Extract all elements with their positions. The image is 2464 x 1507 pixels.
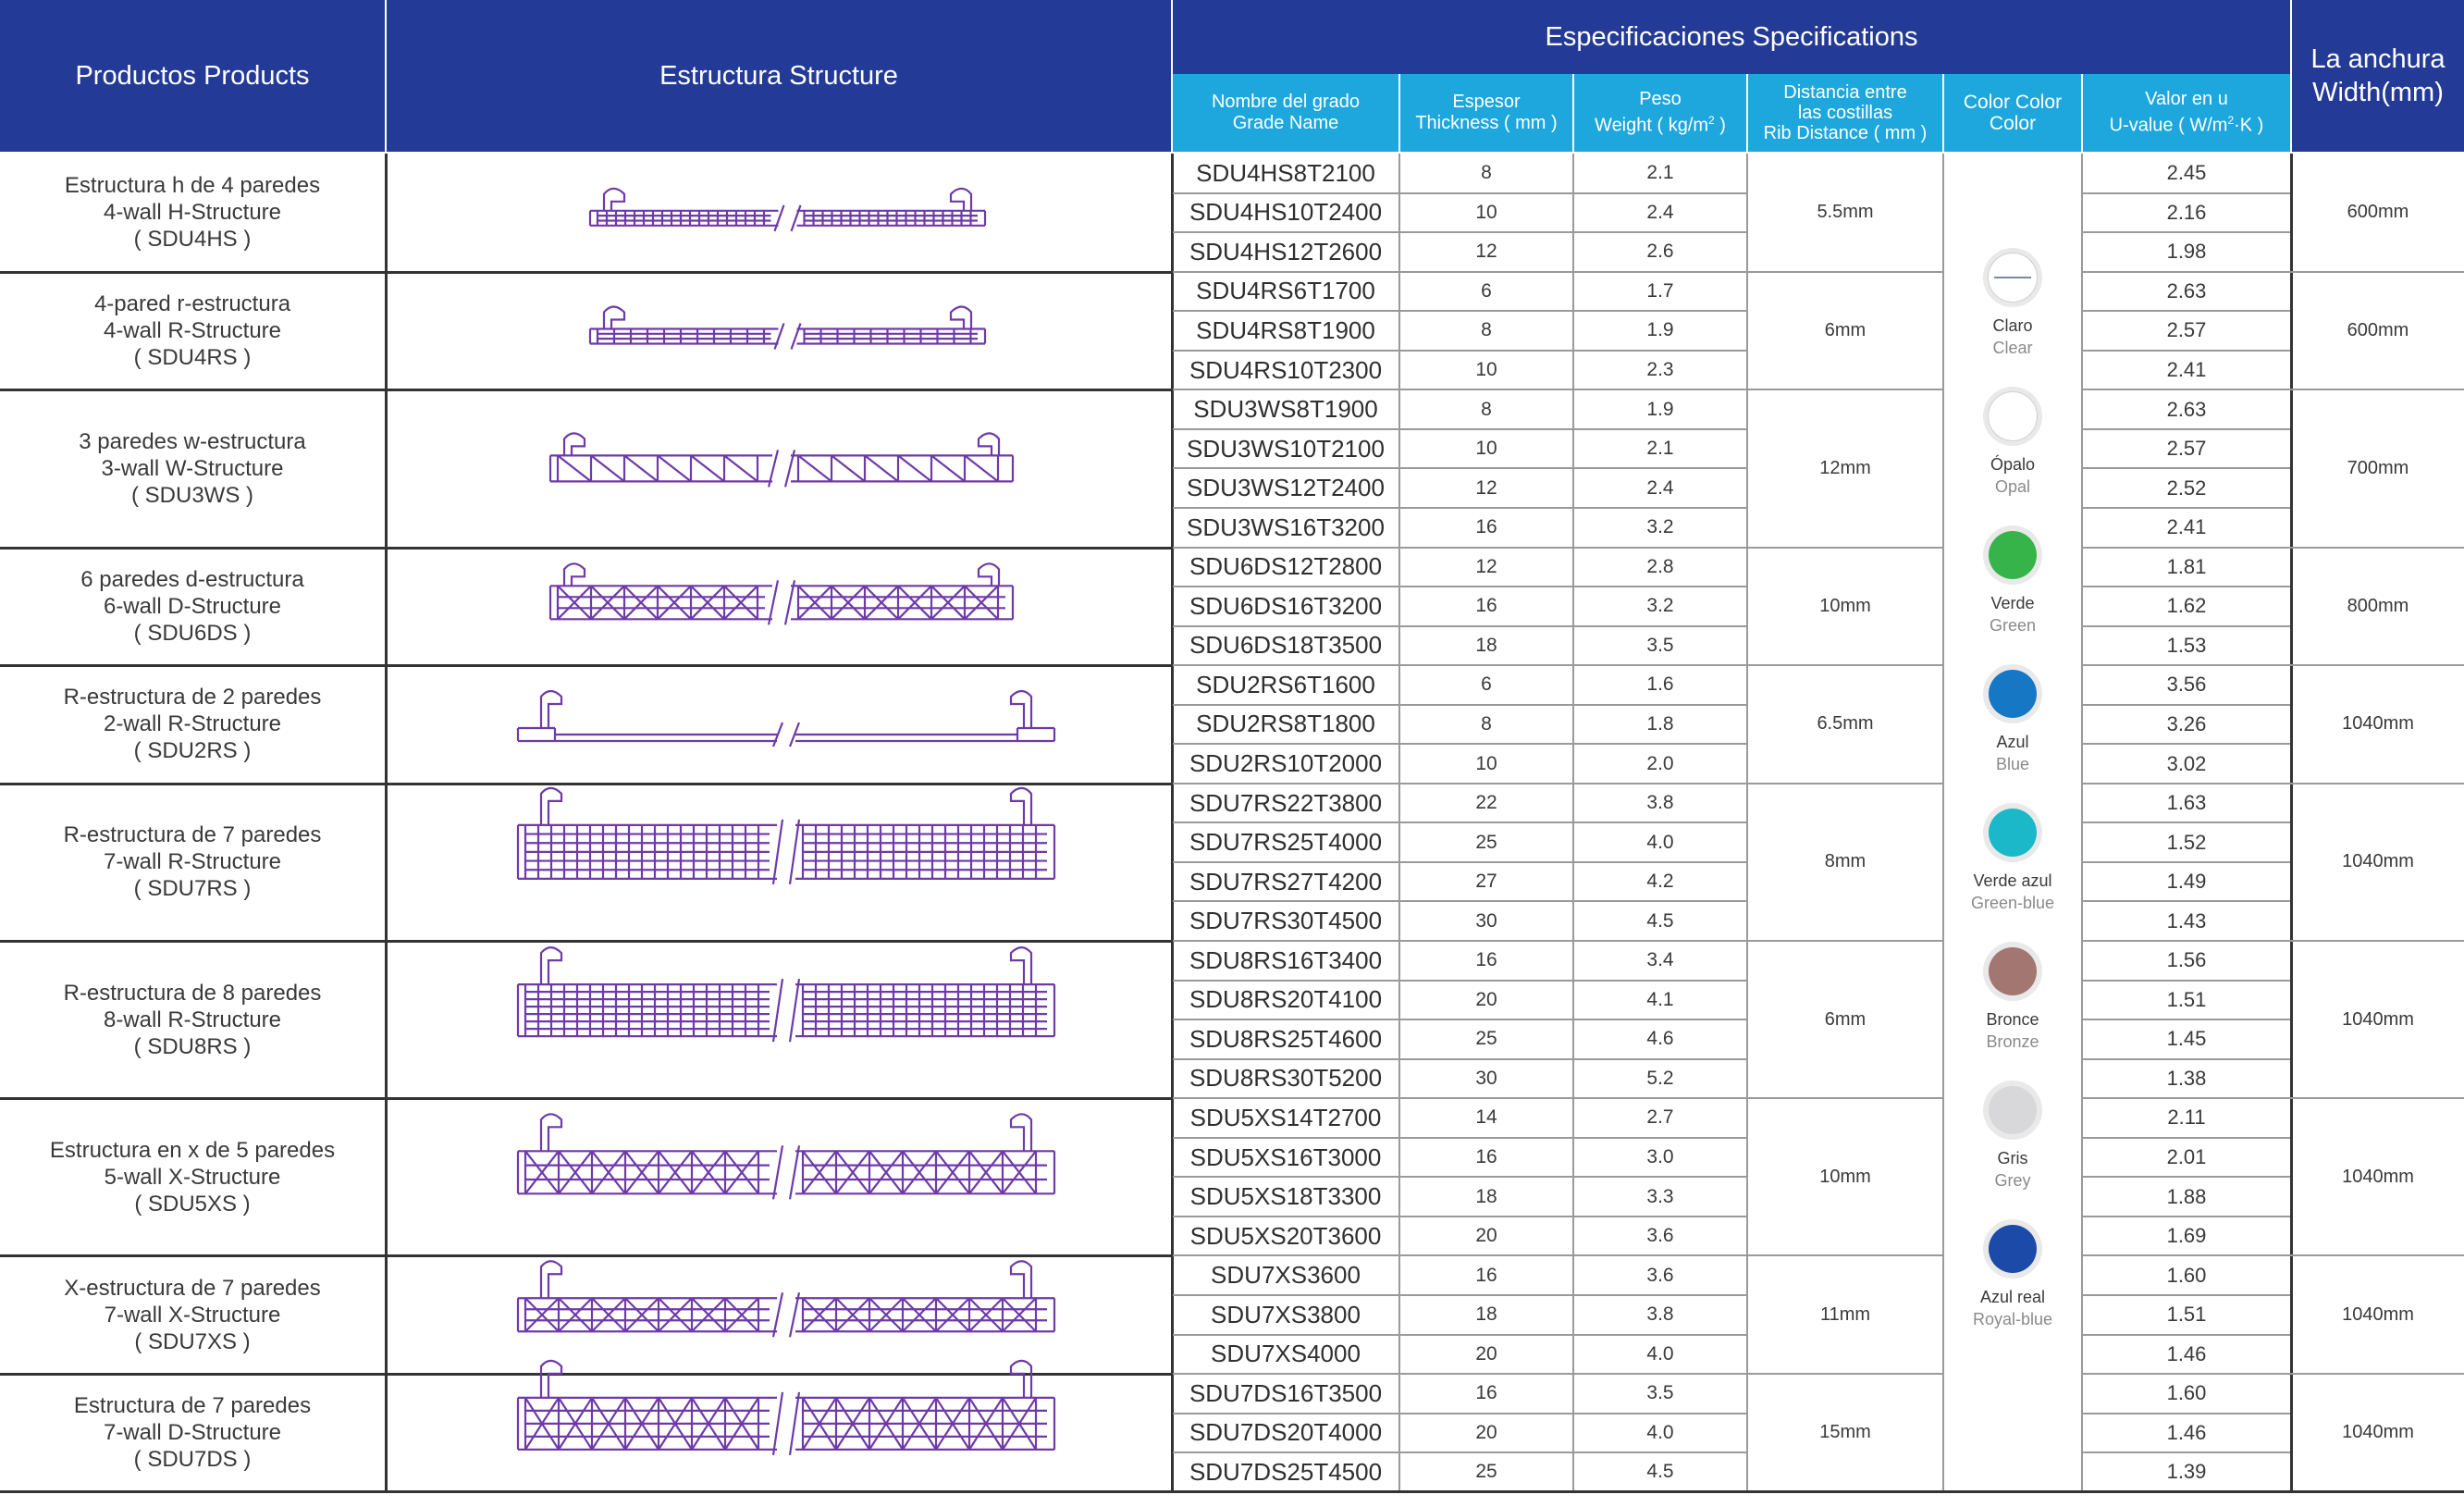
u-value: 1.46	[2166, 1341, 2207, 1365]
color-option	[1944, 525, 2081, 646]
color-name	[1990, 592, 2036, 636]
thickness-value: 16	[1475, 949, 1497, 971]
u-value: 2.52	[2166, 476, 2207, 500]
weight-unit-pre: Weight ( kg/m	[1595, 115, 1709, 136]
weight-value: 4.6	[1646, 1028, 1674, 1050]
color-swatch-icon	[1983, 664, 2042, 723]
thickness-value: 25	[1475, 831, 1497, 853]
color-dot	[1988, 391, 2038, 441]
u-value: 1.49	[2166, 870, 2207, 894]
product-code: ( SDU7RS )	[133, 876, 252, 902]
color-name-en: Grey	[1994, 1171, 2031, 1190]
product-code: ( SDU3WS )	[131, 482, 253, 508]
product-code: ( SDU4RS )	[133, 344, 252, 370]
grade-name: SDU5XS18T3300	[1189, 1182, 1382, 1211]
thickness-value: 16	[1475, 516, 1497, 538]
product-en: 8-wall R-Structure	[103, 1007, 282, 1032]
grade-name: SDU3WS16T3200	[1187, 513, 1385, 541]
product-es: 6 paredes d-estructura	[80, 566, 304, 592]
product-code: ( SDU4HS )	[133, 227, 252, 253]
grade-name: SDU8RS30T5200	[1189, 1064, 1383, 1093]
u-value: 2.63	[2166, 278, 2207, 303]
grade-name: SDU7RS30T4500	[1189, 907, 1383, 935]
color-name-en: Blue	[1995, 755, 2030, 773]
color-name-en: Royal-blue	[1972, 1310, 2053, 1328]
thickness-value: 10	[1475, 201, 1497, 223]
rib-distance-cell: 10mm	[1819, 1166, 1871, 1187]
thickness-value: 12	[1475, 476, 1497, 499]
thickness-value: 20	[1475, 1421, 1497, 1443]
weight-unit-post: )	[1714, 115, 1726, 136]
thickness-value: 18	[1475, 1303, 1497, 1326]
grade-name: SDU3WS10T2100	[1187, 434, 1385, 463]
u-value: 1.38	[2166, 1066, 2207, 1090]
color-name-en: Green	[1989, 616, 2037, 635]
subheader-weight-es: Peso	[1639, 89, 1682, 110]
weight-value: 1.8	[1646, 712, 1674, 735]
thickness-value: 16	[1475, 1146, 1497, 1168]
product-es: Estructura de 7 paredes	[73, 1393, 312, 1419]
grade-name: SDU2RS6T1600	[1196, 670, 1375, 698]
color-dot	[1989, 1086, 2037, 1134]
color-name-en: Opal	[1994, 477, 2030, 496]
thickness-value: 8	[1481, 319, 1492, 341]
weight-value: 1.6	[1646, 673, 1674, 696]
u-value: 1.43	[2166, 908, 2207, 933]
product-code: ( SDU7DS )	[133, 1447, 252, 1473]
color-name	[1973, 1286, 2052, 1330]
thickness-value: 25	[1475, 1461, 1497, 1483]
u-value: 2.41	[2166, 358, 2207, 382]
weight-value: 2.4	[1646, 476, 1674, 499]
grade-name: SDU4HS8T2100	[1196, 158, 1375, 187]
u-value: 1.69	[2166, 1224, 2207, 1248]
color-dot	[1988, 253, 2038, 303]
subheader-grade-en: Grade Name	[1232, 113, 1339, 133]
thickness-value: 16	[1475, 1382, 1497, 1404]
width-cell: 1040mm	[2342, 1166, 2414, 1187]
thickness-value: 8	[1481, 712, 1492, 735]
thickness-value: 14	[1475, 1106, 1497, 1129]
weight-value: 3.5	[1646, 1382, 1674, 1404]
thickness-value: 16	[1475, 595, 1497, 617]
color-name	[1986, 1008, 2039, 1053]
grade-name: SDU4RS8T1900	[1196, 315, 1375, 344]
color-name	[1996, 731, 2029, 775]
thickness-value: 12	[1475, 241, 1497, 263]
thickness-value: 27	[1475, 871, 1497, 893]
color-option	[1944, 942, 2081, 1062]
weight-value: 3.3	[1646, 1185, 1674, 1207]
grade-name: SDU7XS3600	[1211, 1261, 1361, 1290]
u-value: 1.60	[2166, 1381, 2207, 1405]
rib-distance-cell: 8mm	[1824, 851, 1866, 872]
u-value: 2.41	[2166, 515, 2207, 539]
weight-value: 3.4	[1646, 949, 1674, 971]
u-value: 2.11	[2167, 1106, 2206, 1130]
grade-name: SDU7XS3800	[1211, 1300, 1361, 1328]
weight-value: 1.9	[1646, 398, 1674, 420]
width-cell: 1040mm	[2342, 1422, 2414, 1443]
product-en: 4-wall H-Structure	[103, 200, 282, 226]
thickness-value: 20	[1475, 1225, 1497, 1247]
grade-name: SDU6DS18T3500	[1189, 631, 1383, 660]
grade-name: SDU2RS10T2000	[1189, 749, 1383, 778]
header-width-es: La anchura	[2310, 44, 2446, 74]
thickness-value: 18	[1475, 1185, 1497, 1207]
header-products: Productos Products	[0, 0, 385, 152]
grade-name: SDU4HS10T2400	[1189, 198, 1383, 227]
grade-name: SDU3WS8T1900	[1193, 395, 1378, 424]
weight-value: 4.0	[1646, 1342, 1674, 1365]
color-name-es: Azul	[1996, 733, 2029, 751]
grade-name: SDU7RS25T4000	[1189, 828, 1383, 857]
color-dot	[1989, 809, 2037, 857]
u-value: 3.02	[2166, 751, 2207, 775]
grade-name: SDU8RS20T4100	[1189, 985, 1383, 1014]
color-dot	[1989, 670, 2037, 718]
weight-value: 3.2	[1646, 595, 1674, 617]
weight-value: 4.2	[1646, 871, 1674, 893]
grade-name: SDU6DS12T2800	[1189, 552, 1383, 581]
color-swatch-icon	[1983, 803, 2042, 862]
grade-name: SDU6DS16T3200	[1189, 591, 1383, 620]
weight-value: 2.6	[1646, 241, 1674, 263]
width-cell: 600mm	[2347, 202, 2409, 223]
u-value: 2.57	[2166, 437, 2207, 461]
thickness-value: 25	[1475, 1028, 1497, 1050]
header-structure: Estructura Structure	[387, 0, 1171, 152]
weight-value: 4.0	[1646, 1421, 1674, 1443]
grade-name: SDU5XS20T3600	[1189, 1221, 1382, 1250]
u-value: 3.26	[2166, 711, 2207, 735]
product-es: Estructura h de 4 paredes	[64, 173, 321, 199]
weight-value: 2.1	[1646, 162, 1674, 184]
weight-value: 3.8	[1646, 792, 1674, 814]
u-value: 2.01	[2166, 1145, 2207, 1169]
weight-value: 3.0	[1646, 1146, 1674, 1168]
subheader-rib-es2: las costillas	[1797, 103, 1893, 123]
product-code: ( SDU5XS )	[134, 1191, 251, 1217]
product-en: 5-wall X-Structure	[104, 1164, 281, 1190]
weight-value: 3.5	[1646, 634, 1674, 656]
thickness-value: 22	[1475, 792, 1497, 814]
color-swatch-icon	[1983, 1081, 2042, 1140]
product-es: 3 paredes w-estructura	[79, 428, 306, 454]
color-option	[1944, 387, 2081, 507]
u-value: 2.16	[2166, 200, 2207, 224]
clear-line-icon	[1994, 277, 2031, 278]
thickness-value: 30	[1475, 909, 1497, 932]
rib-distance-cell: 6.5mm	[1817, 713, 1874, 735]
width-cell: 600mm	[2347, 319, 2409, 340]
product-code: ( SDU7XS )	[134, 1328, 251, 1354]
product-es: 4-pared r-estructura	[93, 290, 291, 316]
grade-name: SDU7DS20T4000	[1189, 1418, 1383, 1447]
product-en: 7-wall R-Structure	[103, 849, 282, 875]
grade-name: SDU5XS16T3000	[1189, 1143, 1382, 1171]
width-cell: 1040mm	[2342, 1008, 2414, 1030]
grade-name: SDU4HS12T2600	[1189, 237, 1383, 266]
rib-distance-cell: 6mm	[1824, 1008, 1866, 1030]
color-name-es: Claro	[1992, 316, 2033, 335]
product-es: R-estructura de 2 paredes	[63, 685, 322, 710]
u-value: 1.88	[2166, 1184, 2207, 1208]
header-width-en: Width(mm)	[2312, 78, 2444, 107]
product-es: X-estructura de 7 paredes	[64, 1275, 321, 1301]
rib-distance-cell: 10mm	[1819, 595, 1871, 616]
subheader-thickness-en: Thickness ( mm )	[1415, 113, 1558, 133]
grade-name: SDU5XS14T2700	[1189, 1103, 1382, 1131]
width-cell: 700mm	[2347, 457, 2409, 478]
u-value: 1.60	[2166, 1263, 2207, 1287]
color-name	[1992, 315, 2032, 359]
thickness-value: 8	[1481, 398, 1492, 420]
subheader-rib-es1: Distancia entre	[1783, 82, 1907, 103]
weight-value: 2.3	[1646, 359, 1674, 381]
thickness-value: 10	[1475, 752, 1497, 774]
rib-distance-cell: 12mm	[1819, 457, 1871, 478]
rib-distance-cell: 6mm	[1824, 319, 1866, 340]
color-option	[1944, 1219, 2081, 1340]
grade-name: SDU2RS8T1800	[1196, 710, 1375, 738]
width-cell: 1040mm	[2342, 851, 2414, 872]
product-en: 7-wall X-Structure	[104, 1302, 281, 1328]
weight-value: 2.7	[1646, 1106, 1674, 1129]
weight-unit-sup: 2	[1708, 114, 1715, 128]
product-en: 7-wall D-Structure	[103, 1420, 282, 1446]
product-en: 2-wall R-Structure	[103, 711, 282, 737]
color-option	[1944, 664, 2081, 784]
subheader-grade-es: Nombre del grado	[1211, 92, 1361, 112]
color-name-es: Verde	[1990, 594, 2035, 612]
color-name-en: Bronze	[1986, 1032, 2039, 1051]
rib-distance-cell: 5.5mm	[1817, 202, 1874, 223]
color-name-es: Gris	[1997, 1149, 2028, 1167]
uvalue-unit-sup: 2	[2227, 114, 2235, 128]
subheader-thickness-es: Espesor	[1452, 92, 1521, 112]
weight-value: 4.0	[1646, 831, 1674, 853]
subheader-rib-en: Rib Distance ( mm )	[1763, 123, 1928, 143]
thickness-value: 30	[1475, 1067, 1497, 1089]
u-value: 1.56	[2166, 948, 2207, 972]
thickness-value: 20	[1475, 988, 1497, 1010]
u-value: 1.46	[2166, 1420, 2207, 1444]
uvalue-unit-post: ·K )	[2234, 115, 2264, 136]
grade-name: SDU4RS10T2300	[1189, 355, 1383, 384]
rib-distance-cell: 11mm	[1819, 1303, 1871, 1325]
color-dot	[1989, 1225, 2037, 1273]
thickness-value: 6	[1481, 673, 1492, 696]
color-swatch-icon	[1983, 942, 2042, 1001]
weight-value: 3.2	[1646, 516, 1674, 538]
color-name	[1994, 1147, 2030, 1192]
width-cell: 1040mm	[2342, 1303, 2414, 1325]
color-dot	[1989, 531, 2037, 579]
weight-value: 5.2	[1646, 1067, 1674, 1089]
thickness-value: 20	[1475, 1342, 1497, 1365]
u-value: 1.53	[2166, 633, 2207, 657]
weight-value: 3.8	[1646, 1303, 1674, 1326]
u-value: 1.39	[2166, 1460, 2207, 1484]
color-name	[1971, 870, 2054, 914]
width-cell: 800mm	[2347, 595, 2409, 616]
u-value: 1.51	[2166, 987, 2207, 1011]
rib-distance-cell: 15mm	[1819, 1422, 1871, 1443]
grade-name: SDU3WS12T2400	[1187, 474, 1385, 502]
color-swatch-icon	[1983, 525, 2042, 585]
u-value: 1.62	[2166, 594, 2207, 618]
thickness-value: 16	[1475, 1264, 1497, 1286]
product-es: Estructura en x de 5 paredes	[49, 1137, 336, 1163]
u-value: 2.63	[2166, 397, 2207, 421]
weight-value: 2.0	[1646, 752, 1674, 774]
weight-value: 3.6	[1646, 1264, 1674, 1286]
width-cell: 1040mm	[2342, 713, 2414, 735]
grade-name: SDU7RS22T3800	[1189, 788, 1383, 817]
u-value: 1.63	[2166, 791, 2207, 815]
uvalue-unit-pre: U-value ( W/m	[2109, 115, 2228, 136]
weight-value: 4.5	[1646, 1461, 1674, 1483]
color-option	[1944, 1081, 2081, 1201]
color-option	[1944, 248, 2081, 368]
thickness-value: 6	[1481, 279, 1492, 302]
color-swatch-icon	[1983, 387, 2042, 446]
weight-value: 4.5	[1646, 909, 1674, 932]
product-es: R-estructura de 7 paredes	[63, 822, 322, 848]
weight-value: 2.8	[1646, 555, 1674, 577]
grade-name: SDU8RS16T3400	[1189, 945, 1383, 974]
thickness-value: 10	[1475, 359, 1497, 381]
weight-value: 1.9	[1646, 319, 1674, 341]
grade-name: SDU8RS25T4600	[1189, 1024, 1383, 1053]
u-value: 3.56	[2166, 673, 2207, 697]
color-name-en: Green-blue	[1970, 894, 2055, 912]
u-value: 1.98	[2166, 240, 2207, 264]
weight-value: 3.6	[1646, 1225, 1674, 1247]
product-code: ( SDU6DS )	[133, 620, 252, 646]
header-specifications: Especificaciones Specifications	[1173, 0, 2290, 74]
thickness-value: 18	[1475, 634, 1497, 656]
color-swatch-icon	[1983, 248, 2042, 307]
color-name-es: Bronce	[1986, 1010, 2039, 1029]
u-value: 1.81	[2166, 554, 2207, 578]
color-dot	[1989, 947, 2037, 995]
color-name	[1990, 453, 2035, 498]
product-code: ( SDU8RS )	[133, 1033, 252, 1059]
product-en: 3-wall W-Structure	[101, 455, 284, 481]
u-value: 2.57	[2166, 318, 2207, 342]
u-value: 1.51	[2166, 1303, 2207, 1327]
grade-name: SDU7RS27T4200	[1189, 867, 1383, 896]
grade-name: SDU7DS25T4500	[1189, 1457, 1383, 1486]
color-option	[1944, 803, 2081, 923]
subheader-uvalue-es: Valor en u	[2145, 89, 2228, 110]
grade-name: SDU7DS16T3500	[1189, 1378, 1383, 1407]
weight-value: 2.1	[1646, 438, 1674, 460]
grade-name: SDU7XS4000	[1211, 1340, 1361, 1368]
product-code: ( SDU2RS )	[133, 738, 252, 764]
u-value: 1.45	[2166, 1027, 2207, 1051]
color-name-en: Clear	[1992, 339, 2033, 357]
color-swatch-icon	[1983, 1219, 2042, 1278]
product-es: R-estructura de 8 paredes	[63, 980, 322, 1006]
u-value: 1.52	[2166, 830, 2207, 854]
subheader-color-2: Color	[1989, 113, 2037, 134]
weight-value: 2.4	[1646, 201, 1674, 223]
thickness-value: 12	[1475, 555, 1497, 577]
product-en: 6-wall D-Structure	[103, 593, 282, 619]
thickness-value: 10	[1475, 438, 1497, 460]
weight-value: 4.1	[1646, 988, 1674, 1010]
color-name-es: Azul real	[1979, 1288, 2045, 1306]
u-value: 2.45	[2166, 161, 2207, 185]
grade-name: SDU4RS6T1700	[1196, 277, 1375, 305]
product-en: 4-wall R-Structure	[103, 317, 282, 343]
color-name-es: Ópalo	[1990, 455, 2036, 474]
thickness-value: 8	[1481, 162, 1492, 184]
weight-value: 1.7	[1646, 279, 1674, 302]
subheader-color-1: Color Color	[1963, 92, 2063, 113]
color-name-es: Verde azul	[1973, 871, 2052, 890]
